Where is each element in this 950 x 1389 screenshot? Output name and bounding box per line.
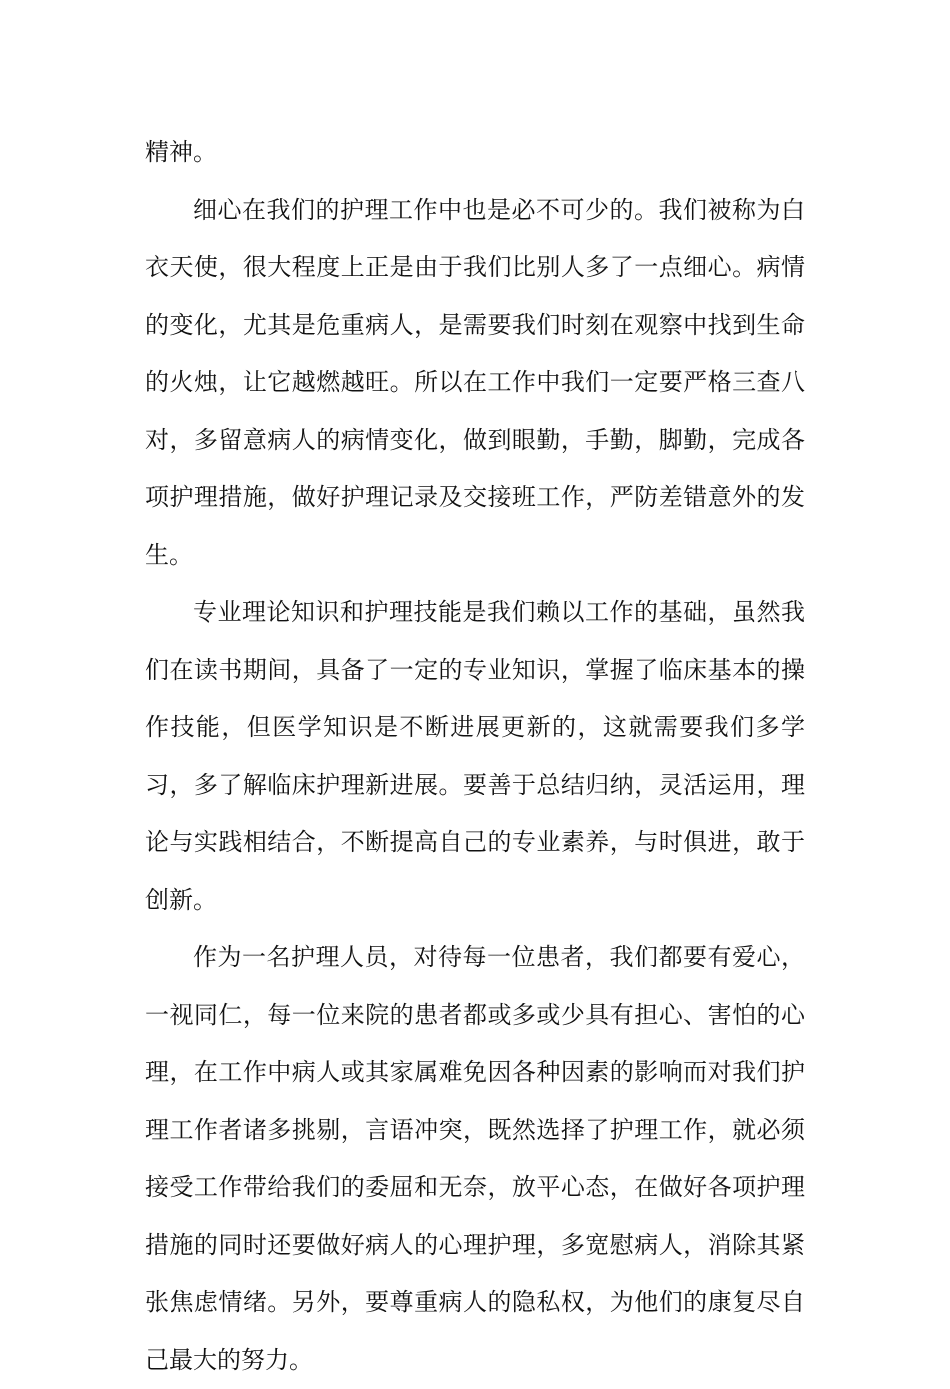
document-body — [145, 124, 805, 1389]
paragraph-attentiveness: 细心在我们的护理工作中也是必不可少的。我们被称为白衣天使，很大程度上正是由于我们比别人多了一点细心。病情的变化，尤其是危重病人，是需要我们时刻在观察中找到生命的火烛，让它越燃越旺。所以在工作中我们一定要严格三查八对，多留意病人的病情变化，做到眼勤，手勤，脚勤，完成各项护理措施，做好护理记录及交接班工作，严防差错意外的发生。 — [145, 195, 805, 569]
paragraph-professional-knowledge: 专业理论知识和护理技能是我们赖以工作的基础，虽然我们在读书期间，具备了一定的专业知识，掌握了临床基本的操作技能，但医学知识是不断进展更新的，这就需要我们多学习，多了解临床护理新进展。要善于总结归纳，灵活运用，理论与实践相结合，不断提高自己的专业素养，与时俱进，敢于创新。 — [145, 598, 805, 914]
paragraph-continuation: 精神。 — [145, 138, 217, 166]
paragraph-compassion: 作为一名护理人员，对待每一位患者，我们都要有爱心，一视同仁，每一位来院的患者都或多或少具有担心、害怕的心理，在工作中病人或其家属难免因各种因素的影响而对我们护理工作者诸多挑剔，言语冲突，既然选择了护理工作，就必须接受工作带给我们的委屈和无奈，放平心态，在做好各项护理措施的同时还要做好病人的心理护理，多宽慰病人，消除其紧张焦虑情绪。另外，要尊重病人的隐私权，为他们的康复尽自己最大的努力。 — [145, 943, 805, 1374]
